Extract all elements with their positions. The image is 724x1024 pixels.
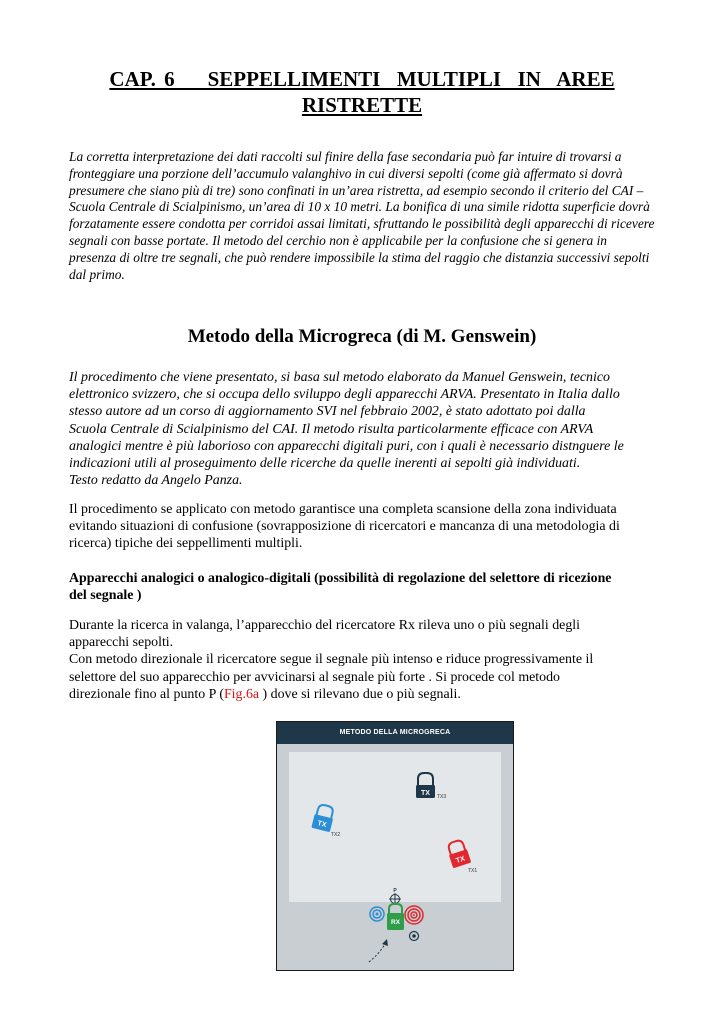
intro-line: affermato si dovrà presumere che siano più di tre) sono confinati in un’area ristretta, ad esempio (69, 165, 623, 198)
paragraph-line: Con metodo direzionale il ricercatore segue il segnale più intenso e riduce progressivamente il (69, 652, 594, 668)
subheading-line: del segnale ) (69, 588, 142, 604)
paragraph-line: selettore del suo apparecchio per avvicinarsi al segnale più forte . Si procede col metodo (69, 669, 561, 685)
transceiver-tx3-icon (416, 773, 446, 800)
method-description-paragraph (69, 369, 657, 489)
paragraph-line: indicazioni utili al proseguimento delle ricerche da quelle inerenti ai sepolti già individuati. (69, 456, 581, 472)
section-title: Metodo della Microgreca (di M. Genswein) (187, 326, 537, 347)
paragraph-line: evitando situazioni di confusione (sovrapposizione di ricercatori e mancanza di una metodologia di (69, 519, 620, 535)
tx1-device-label: TX (455, 855, 466, 865)
paragraph-line: Il procedimento che viene presentato, si basa sul metodo elaborato da Manuel Genswein, tecnico (69, 370, 610, 385)
author-credit: Testo redatto da Angelo Panza. (69, 473, 243, 489)
intro-line: La corretta interpretazione dei dati raccolti sul finire della fase secondaria può far intuire di (69, 149, 567, 164)
paragraph-line: stesso autore ad un corso di aggiornamento SVI nel febbraio 2002, è stato adottato poi dalla (69, 404, 586, 420)
paragraph-line: apparecchi sepolti. (69, 635, 174, 651)
figure-microgreca (276, 721, 514, 971)
paragraph-line: Scuola Centrale di Scialpinismo del CAI. Il metodo risulta particolarmente efficace con ARVA (69, 421, 594, 437)
procedure-paragraph (69, 501, 657, 553)
subheading (69, 570, 657, 604)
figure-header: METODO DELLA MICROGRECA (277, 722, 513, 744)
intro-line: bonifica di una simile ridotta superficie dovrà forzatamente essere condotta per corridoi assai (69, 199, 650, 232)
point-p-label: P (393, 888, 397, 894)
paragraph-line: Durante la ricerca in valanga, l’apparecchio del ricercatore Rx rileva uno o più segnali degli (69, 618, 581, 633)
intro-line: secondo il criterio del CAI – Scuola Centrale di Scialpinismo, un’area di 10 x 10 metri. La (69, 182, 644, 215)
weak-signal-icon (370, 907, 384, 921)
intro-paragraph (69, 149, 657, 283)
chapter-title-line2: RISTRETTE (301, 93, 423, 117)
intro-line: del cerchio non è applicabile per la confusione che si genera in presenza di oltre tre segnali, che (69, 232, 608, 265)
paragraph-line: elettronico svizzero, che si occupa dello sviluppo degli apparecchi ARVA. Presentato in Italia dallo (69, 387, 620, 403)
search-path-arrow (369, 939, 388, 962)
transceiver-tx2-icon (311, 803, 335, 832)
transceiver-tx1-icon (445, 839, 471, 869)
tx3-device-label: TX (421, 790, 430, 797)
chapter-title (60, 66, 664, 118)
figure-reference-link[interactable]: Fig.6a (223, 686, 260, 702)
paragraph-line: analogici mentre è più laborioso con apparecchi digitali puri, con i quali è necessario distnguere le (69, 438, 624, 454)
target-marker-icon (410, 932, 419, 941)
intro-line: può rendere impossibile la stima del raggio che distanzia successivi sepolti dal primo. (69, 249, 650, 282)
intro-line: trovarsi a fronteggiare una porzione dell’accumulo valanghivo in cui diversi sepolti (come già (69, 149, 622, 181)
paragraph-line: ricerca) tipiche dei seppellimenti multipli. (69, 536, 303, 552)
rx-device-label: RX (390, 919, 401, 926)
search-paragraph (69, 617, 657, 703)
paragraph-line: Il procedimento se applicato con metodo garantisce una completa scansione della zona individuata (69, 502, 617, 517)
strong-signal-icon (405, 906, 423, 924)
intro-line: limitati, sfruttando le possibilità degli apparecchi di ricevere segnali con basse portate. Il metodo (69, 216, 655, 248)
text-fragment: direzionale fino al punto P ( (69, 686, 224, 702)
figure-diagram (277, 722, 514, 971)
tx3-label: TX3 (437, 794, 447, 800)
subheading-line: Apparecchi analogici o analogico-digitali (possibilità di regolazione del selettore di ricezione (69, 571, 612, 586)
paragraph-line (69, 686, 657, 703)
tx2-label: TX2 (331, 832, 341, 838)
text-fragment: ) dove si rilevano due o più segnali. (259, 686, 461, 702)
chapter-title-line1: CAP. 6 SEPPELLIMENTI MULTIPLI IN AREE (109, 67, 615, 91)
tx1-label: TX1 (468, 868, 478, 874)
tx2-device-label: TX (316, 820, 328, 830)
receiver-rx-icon (387, 904, 404, 930)
